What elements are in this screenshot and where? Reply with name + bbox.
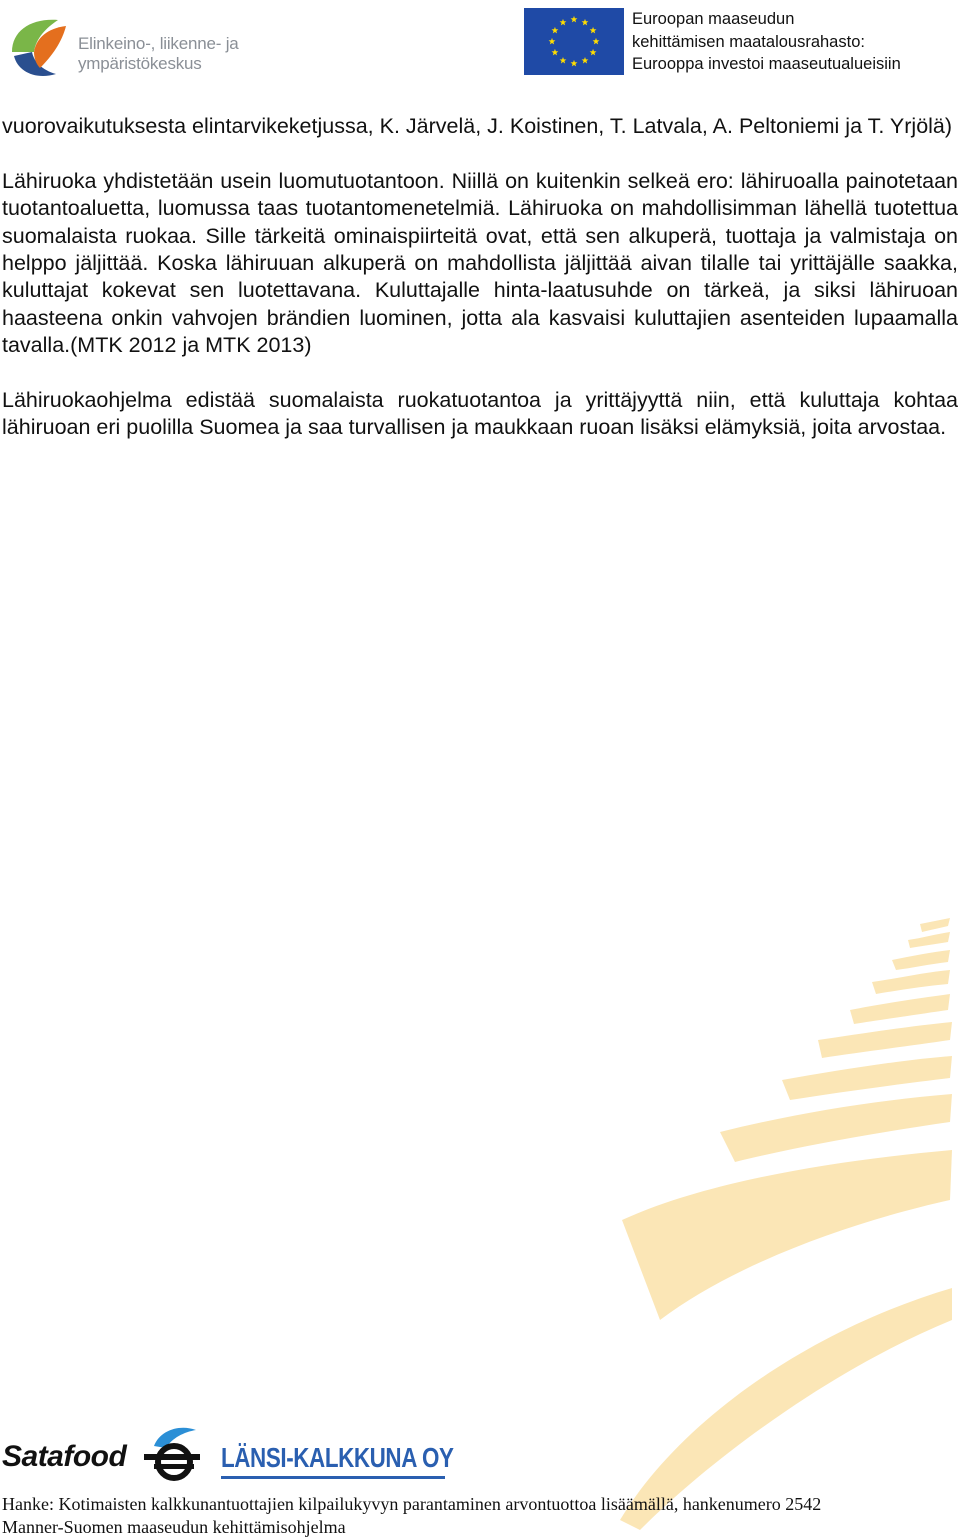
- satafood-logo-text: Satafood: [2, 1440, 127, 1473]
- eu-flag-icon: [524, 8, 624, 75]
- lansi-kalkkuna-logo-text: LÄNSI-KALKKUNA OY: [221, 1442, 454, 1473]
- eu-line-2: kehittämisen maatalousrahasto:: [632, 32, 865, 51]
- eu-fund-text: [632, 8, 901, 76]
- ely-centre-name: [78, 34, 239, 74]
- document-body: [2, 113, 958, 469]
- project-line: Hanke: Kotimaisten kalkkunantuottajien kilpailukyvyn parantaminen arvontuottoa lisäämällä, hankenumero 2542: [2, 1494, 822, 1514]
- paragraph-local-food-definition: Lähiruoka yhdistetään usein luomutuotantoon. Niillä on kuitenkin selkeä ero: lähiruoalla painotetaan tuotantoaluetta, luomussa taas tuotantomenetelmiä. Lähiruoka on mahdollisimman lähellä tuotettua suomalaista ruokaa. Sille tärkeitä ominaispiirteitä ovat, että sen alkuperä, tuottaja ja valmistaja on helppo jäljittää. Koska lähiruuan alkuperä on mahdollista jäljittää aivan tilalle tai yrittäjälle saakka, kuluttajat kokevat sen luotettavana. Kuluttajalle hinta-laatusuhde on tärkeä, ja siksi lähiruoan haasteena onkin vahvojen brändien luominen, jotta ala kasvaisi kuluttajien asenteiden lupaamalla tavalla.(MTK 2012 ja MTK 2013): [2, 168, 958, 358]
- lansi-kalkkuna-underline: [221, 1476, 445, 1479]
- eu-line-3: Eurooppa investoi maaseutualueisiin: [632, 55, 901, 73]
- program-line: Manner-Suomen maaseudun kehittämisohjelma: [2, 1517, 346, 1537]
- satafood-emblem-icon: [140, 1424, 204, 1484]
- eu-line-1: Euroopan maaseudun: [632, 10, 795, 28]
- page-header: [0, 0, 960, 90]
- paragraph-local-food-programme: Lähiruokaohjelma edistää suomalaista ruokatuotantoa ja yrittäjyyttä niin, että kuluttaja kohtaa lähiruoan eri puolilla Suomea ja saa turvallisen ja maukkaan ruoan lisäksi elämyksiä, joita arvostaa.: [2, 388, 958, 440]
- ely-line-2: ympäristökeskus: [78, 54, 202, 73]
- page-footer: [2, 1493, 821, 1539]
- paragraph-citation: vuorovaikutuksesta elintarvikeketjussa, K. Järvelä, J. Koistinen, T. Latvala, A. Peltoniemi ja T. Yrjölä): [2, 114, 953, 138]
- ely-line-1: Elinkeino-, liikenne- ja: [78, 34, 239, 53]
- decorative-feather-graphic-icon: [560, 900, 960, 1530]
